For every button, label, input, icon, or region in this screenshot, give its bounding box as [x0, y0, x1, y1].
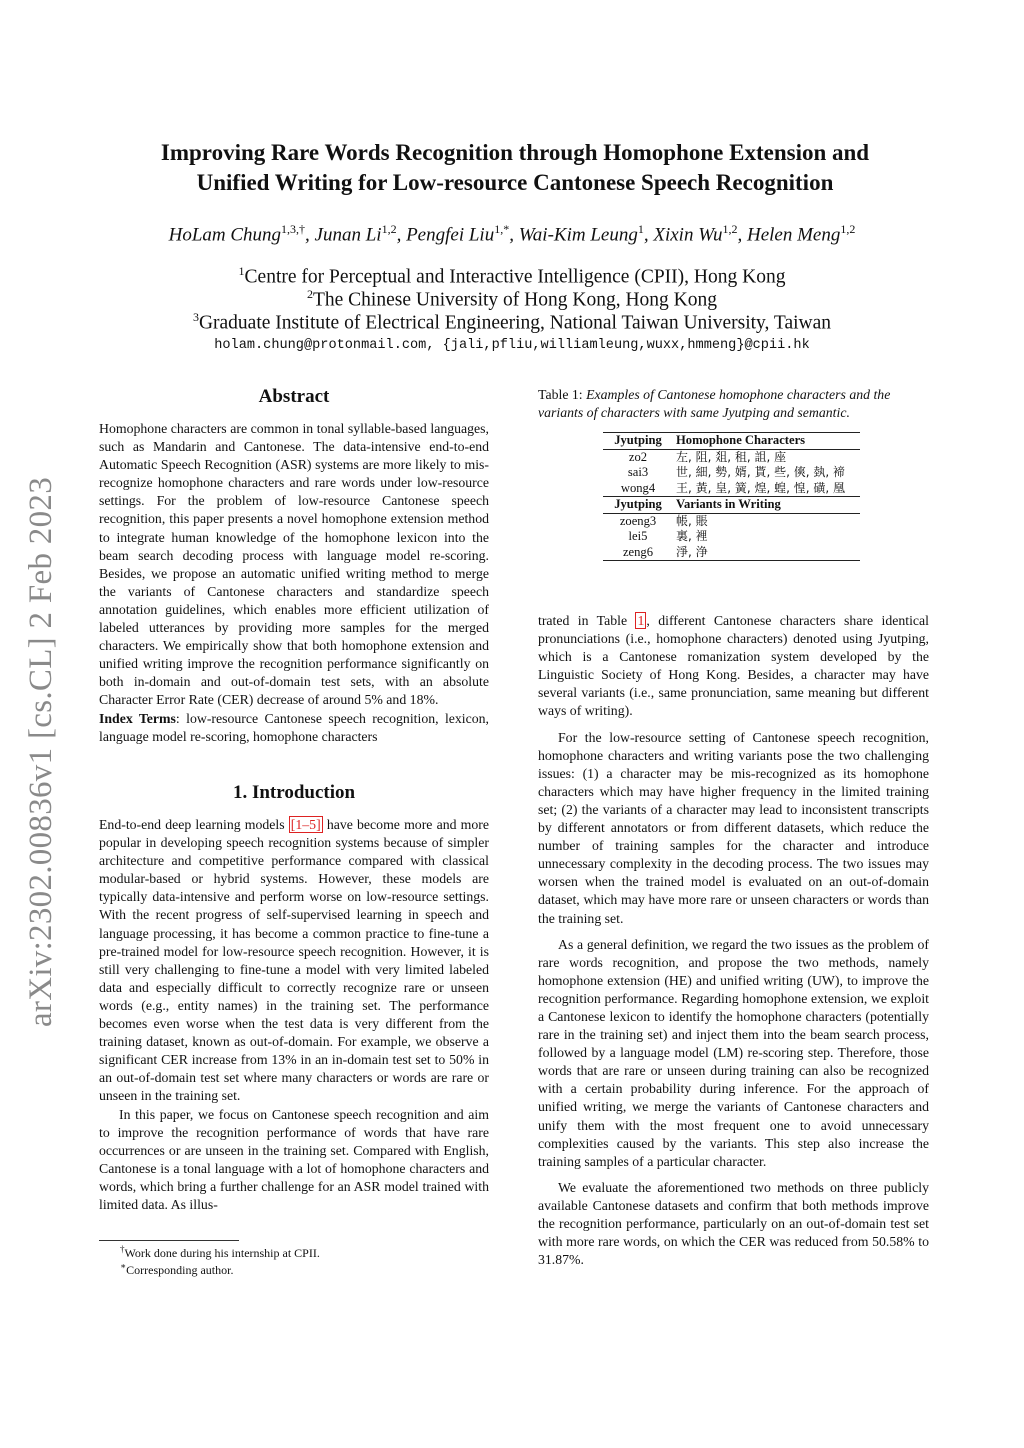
intro-text: , different Cantonese characters share identical pronunciations (i.e., homophone characters) denoted using Jyutping, which is a Cantonese romanization system developed by the Linguistic Society of Hong Kong. Besides, a character may have several variants (i.e., same pronunciation, same meaning but different ways of writing). [538, 613, 929, 719]
author-affiliation-mark: 1,2 [840, 222, 856, 236]
affiliation-mark: 1 [238, 264, 245, 278]
jyutping-cell: sai3 [627, 465, 649, 479]
author-affiliation-mark: 1,3,† [281, 222, 306, 236]
author-affiliation-mark: 1,2 [381, 222, 397, 236]
table-header-variants: Variants in Writing [673, 497, 860, 514]
jyutping-cell: zeng6 [603, 545, 673, 561]
table-row [603, 449, 860, 465]
title-line-2: Unified Writing for Low-resource Cantonese Speech Recognition [196, 170, 834, 195]
paper-title [80, 138, 950, 198]
affiliation-mark: 3 [192, 310, 199, 324]
affiliation-text: Graduate Institute of Electrical Engineering, National Taiwan University, Taiwan [198, 312, 832, 334]
index-terms-text: : low-resource Cantonese speech recognition, lexicon, language model re-scoring, homophone characters [99, 710, 490, 744]
author-separator: , [509, 224, 519, 246]
footnote-1 [120, 1244, 320, 1261]
table-row [603, 529, 860, 545]
abstract-section [99, 386, 489, 746]
footnote-mark: ∗ [120, 1261, 127, 1271]
table-row [603, 481, 860, 497]
table-header-row [603, 433, 860, 450]
intro-paragraph-4: For the low-resource setting of Cantonese speech recognition, homophone characters and writing variants pose the two challenging issues: (1) a character may be mis-recognized as its homophone characters which may have higher frequency in the limited training set; (2) the variants of a character may lead to inconsistent transcripts by different annotators or from different datasets, which reduce the number of training samples for the character and introduce unnecessary complexity in the decoding process. The two issues may worsen when the trained model is evaluated on an out-of-domain dataset, which may have more rare or unseen characters or words than the training set. [538, 729, 929, 926]
characters-cell: 裏, 裡 [676, 529, 708, 543]
table-header-homophones: Homophone Characters [673, 433, 860, 450]
table-reference-link[interactable]: 1 [637, 613, 645, 628]
author-name: HoLam Chung [168, 224, 282, 246]
footnote-text: Work done during his internship at CPII. [124, 1246, 320, 1260]
affiliation-text: The Chinese University of Hong Kong, Hong Kong [312, 289, 718, 311]
table-1-caption [538, 386, 929, 422]
introduction-continued [538, 612, 929, 1269]
table-header-jyutping: Jyutping [603, 497, 673, 514]
characters-cell: 王, 黃, 皇, 簧, 煌, 蝗, 惶, 磺, 凰 [676, 480, 846, 495]
intro-paragraph-2: In this paper, we focus on Cantonese speech recognition and aim to improve the recognition performance of words that have rare occurrences or are unseen in the training set. Compared with English, Cantonese is a tonal language with a lot of homophone characters and words, which bring a further challenge for an ASR model trained with limited data. As illus- [99, 1106, 489, 1212]
intro-paragraph-3 [538, 612, 929, 721]
author-separator: , [305, 224, 315, 246]
author-name: Xixin Wu [653, 224, 723, 246]
jyutping-cell: zoeng3 [619, 513, 657, 528]
table-row [603, 465, 860, 481]
abstract-body: Homophone characters are common in tonal syllable-based languages, such as Mandarin and Cantonese. The data-intensive end-to-end Automatic Speech Recognition (ASR) systems are more likely to mis-recognize homophone characters and rare words under low-resource settings. For the problem of low-resource Cantonese speech recognition, this paper presents a novel homophone extension method to integrate human knowledge of the homophone lexicon into the beam search decoding process with language model re-scoring. Besides, we propose an automatic unified writing method to merge the variants of Cantonese characters and standardize speech annotation guidelines, which enables more efficient utilization of labeled utterances by providing more samples for the merged characters. We empirically show that both homophone extension and unified writing improve the recognition performance significantly on both in-domain and out-of-domain test sets, with an absolute Character Error Rate (CER) decrease of around 5% and 18%. [99, 421, 489, 708]
intro-paragraph-5: As a general definition, we regard the two issues as the problem of rare words recognition, and propose the two methods, namely homophone extension (HE) and unified writing (UW), to improve the recognition performance. Regarding homophone extension, we exploit a Cantonese lexicon to identify the homophone characters (potentially rare in the training set) and inject them into the beam search process, followed by a language model (LM) re-scoring step. Therefore, those words that are rare or unseen during training can also be recognized with a certain probability during inference. For the approach of unified writing, we merge the variants of Cantonese characters and unify them with the most frequent one to avoid unnecessary complexities caused by the variants. This step also increase the training samples of a particular character. [538, 936, 929, 1169]
citation-link[interactable]: [1–5] [290, 817, 321, 832]
author-name: Junan Li [314, 224, 382, 246]
author-affiliation-mark: 1 [637, 222, 644, 236]
table-1-label: Table 1: [538, 387, 587, 402]
author-list [60, 222, 964, 246]
jyutping-cell: zo2 [628, 449, 648, 464]
affiliation-1 [60, 264, 964, 289]
characters-cell: 左, 阻, 爼, 租, 詛, 座 [676, 449, 787, 464]
jyutping-cell: wong4 [620, 480, 656, 495]
affiliation-text: Centre for Perceptual and Interactive Intelligence (CPII), Hong Kong [244, 266, 786, 288]
arxiv-identifier-stamp [6, 462, 76, 1042]
intro-paragraph-6: We evaluate the aforementioned two methods on three publicly available Cantonese datasets and confirm that both methods improve the recognition performance, particularly on an out-of-domain test set with more rare words, on which the CER was reduced from 50.58% to 31.87%. [538, 1179, 929, 1268]
characters-cell: 帳, 賬 [676, 513, 708, 528]
author-name: Helen Meng [746, 224, 841, 246]
footnote-2 [120, 1261, 233, 1278]
abstract-heading: Abstract [258, 386, 330, 407]
introduction-section [99, 782, 489, 1214]
author-affiliation-mark: 1,* [494, 222, 510, 236]
arxiv-identifier-text: arXiv:2302.00836v1 [cs.CL] 2 Feb 2023 [22, 476, 59, 1028]
footnote-mark: † [120, 1244, 125, 1254]
index-terms [99, 710, 489, 746]
author-separator: , [396, 224, 407, 246]
characters-cell: 世, 細, 勢, 婿, 貰, 些, 傸, 埶, 褅 [676, 465, 846, 479]
footnote-rule [99, 1240, 239, 1241]
table-header-jyutping: Jyutping [603, 433, 673, 450]
table-row [603, 545, 860, 561]
author-affiliation-mark: 1,2 [722, 222, 738, 236]
author-separator: , [737, 224, 747, 246]
table-1-caption-text: Examples of Cantonese homophone characters and the variants of characters with same Jyutping and semantic. [538, 387, 891, 420]
characters-cell: 淨, 浄 [673, 545, 860, 561]
author-name: Pengfei Liu [406, 224, 495, 246]
intro-text: have become more and more popular in developing speech recognition systems because of simpler architecture and competitive performance compared with classical modular-based or hybrid systems. However, these models are typically data-intensive and perform worse on low-resource settings. With the recent progress of self-supervised learning in speech and language processing, it has become a common practice to fine-tune a pre-trained model for low-resource speech recognition. However, it is still very challenging to fine-tune a model with very limited labeled data and especially difficult to correctly recognize rare or unseen words (e.g., entity names) in the training set. The performance becomes even worse when the test data is very different from the training dataset, known as out-of-domain. For example, we observe a significant CER increase from 13% in an in-domain test set to 50% in an out-of-domain test set where many characters or words are rare or unseen in the training set. [99, 817, 489, 1104]
author-name: Wai-Kim Leung [518, 224, 638, 246]
affiliation-2 [60, 287, 964, 312]
homophone-table [603, 432, 860, 561]
affiliation-mark: 2 [306, 287, 313, 301]
intro-text: End-to-end deep learning models [99, 817, 289, 832]
index-terms-label: Index Terms [99, 710, 176, 726]
jyutping-cell: lei5 [628, 529, 648, 543]
affiliation-3 [60, 310, 964, 335]
intro-text: trated in Table [538, 613, 636, 628]
intro-paragraph-1 [99, 816, 489, 1106]
table-row [603, 513, 860, 529]
title-line-1: Improving Rare Words Recognition through Homophone Extension and [160, 140, 870, 165]
author-emails: holam.chung@protonmail.com, {jali,pfliu,williamleung,wuxx,hmmeng}@cpii.hk [214, 338, 810, 353]
author-separator: , [643, 224, 654, 246]
introduction-heading: 1. Introduction [232, 782, 356, 803]
table-header-row [603, 497, 860, 514]
footnote-text: Corresponding author. [126, 1263, 234, 1277]
